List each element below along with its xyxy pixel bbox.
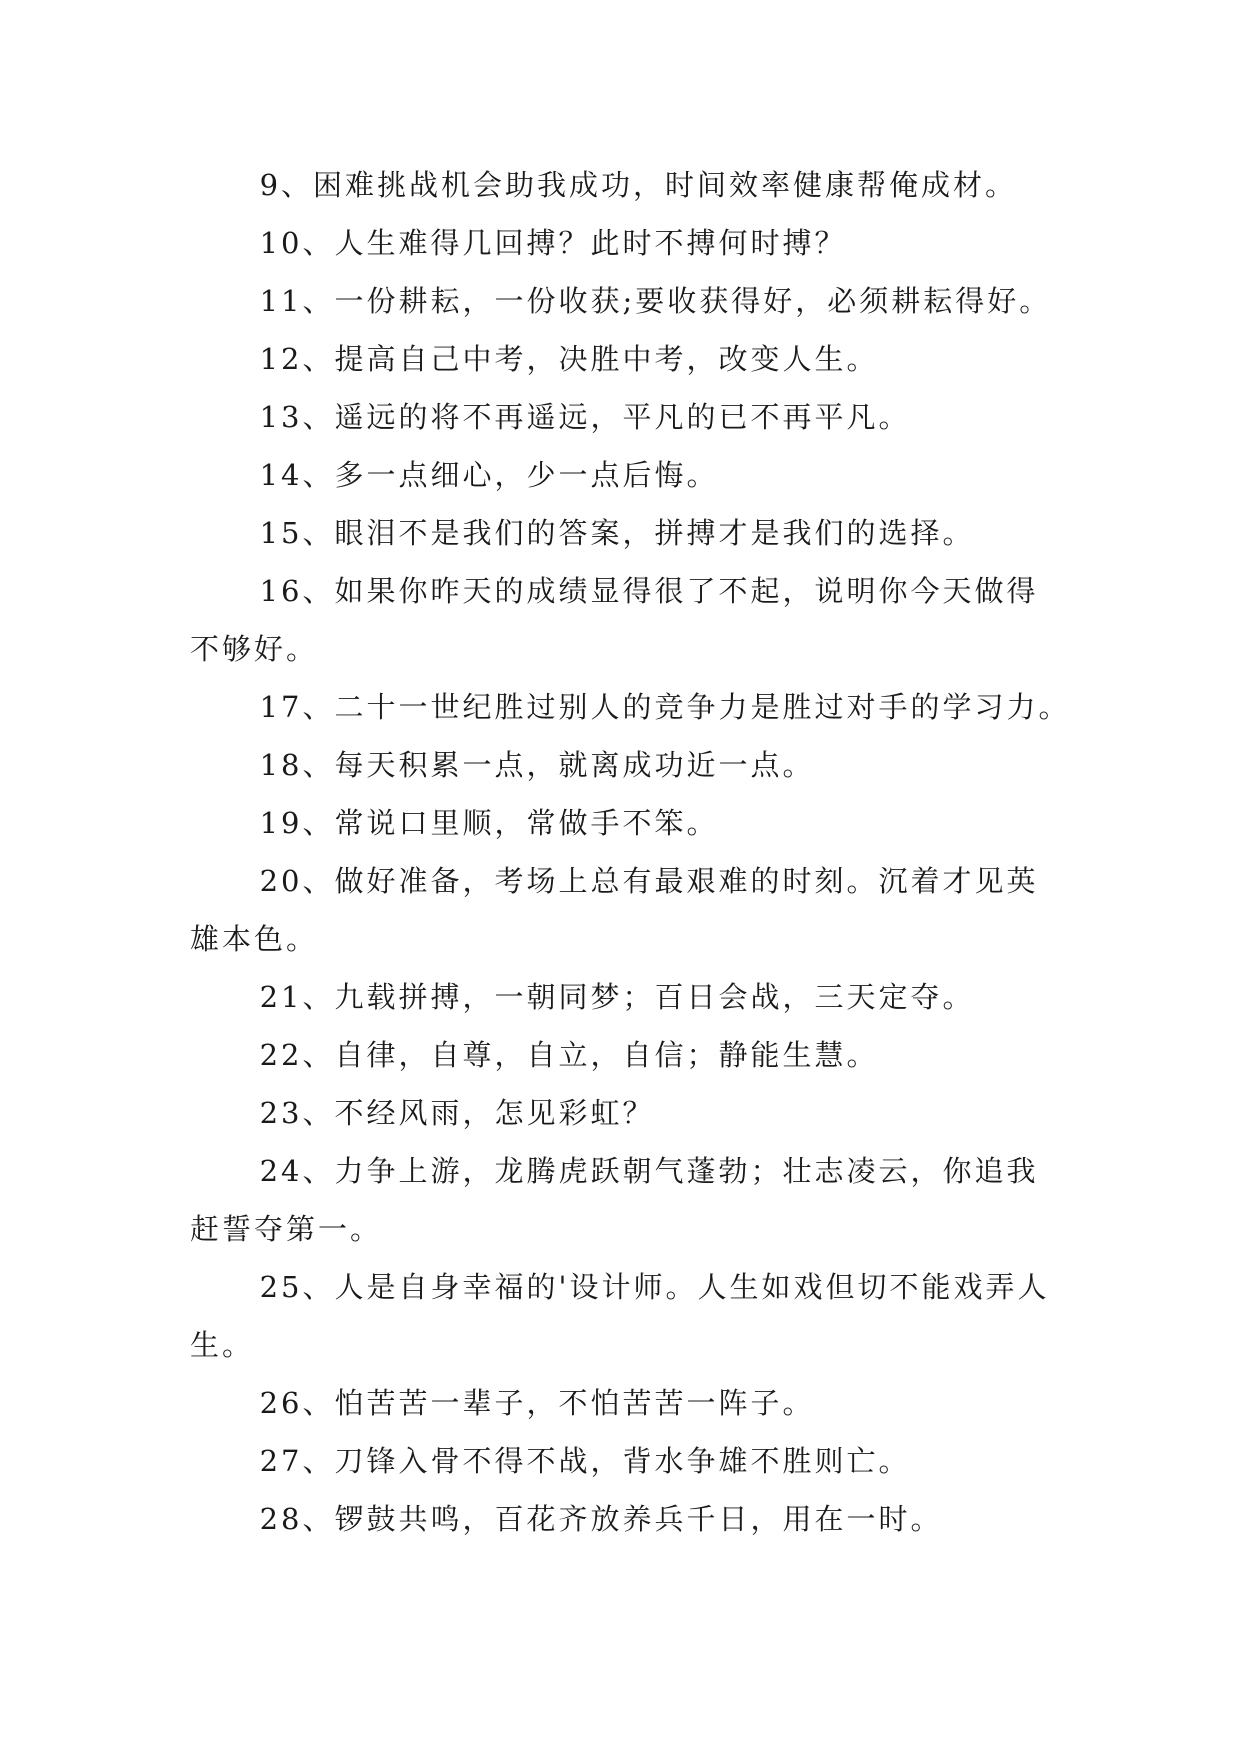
paragraph-21: 21、九载拼搏，一朝同梦；百日会战，三天定夺。 bbox=[259, 980, 975, 1014]
paragraph-9: 9、困难挑战机会助我成功，时间效率健康帮俺成材。 bbox=[259, 168, 1018, 202]
paragraph-19: 19、常说口里顺，常做手不笨。 bbox=[259, 806, 719, 840]
paragraph-17: 17、二十一世纪胜过别人的竞争力是胜过对手的学习力。 bbox=[259, 690, 1071, 724]
paragraph-14: 14、多一点细心，少一点后悔。 bbox=[259, 458, 719, 492]
paragraph-10: 10、人生难得几回搏？此时不搏何时搏？ bbox=[259, 226, 847, 260]
paragraph-26: 26、怕苦苦一辈子，不怕苦苦一阵子。 bbox=[259, 1386, 815, 1420]
paragraph-15: 15、眼泪不是我们的答案，拼搏才是我们的选择。 bbox=[259, 516, 975, 550]
paragraph-28: 28、锣鼓共鸣，百花齐放养兵千日，用在一时。 bbox=[259, 1502, 943, 1536]
paragraph-20: 20、做好准备，考场上总有最艰难的时刻。沉着才见英雄本色。 bbox=[190, 864, 1039, 956]
paragraph-18: 18、每天积累一点，就离成功近一点。 bbox=[259, 748, 815, 782]
paragraph-11: 11、一份耕耘，一份收获;要收获得好，必须耕耘得好。 bbox=[259, 284, 1052, 318]
document-body bbox=[190, 156, 1090, 1548]
paragraph-25: 25、人是自身幸福的'设计师。人生如戏但切不能戏弄人生。 bbox=[190, 1270, 1050, 1362]
paragraph-22: 22、自律，自尊，自立，自信；静能生慧。 bbox=[259, 1038, 879, 1072]
paragraph-27: 27、刀锋入骨不得不战，背水争雄不胜则亡。 bbox=[259, 1444, 911, 1478]
paragraph-13: 13、遥远的将不再遥远，平凡的已不再平凡。 bbox=[259, 400, 911, 434]
paragraph-23: 23、不经风雨，怎见彩虹？ bbox=[259, 1096, 655, 1130]
paragraph-16: 16、如果你昨天的成绩显得很了不起，说明你今天做得不够好。 bbox=[190, 574, 1039, 666]
paragraph-24: 24、力争上游，龙腾虎跃朝气蓬勃；壮志凌云，你追我赶誓夺第一。 bbox=[190, 1154, 1039, 1246]
paragraph-12: 12、提高自己中考，决胜中考，改变人生。 bbox=[259, 342, 879, 376]
